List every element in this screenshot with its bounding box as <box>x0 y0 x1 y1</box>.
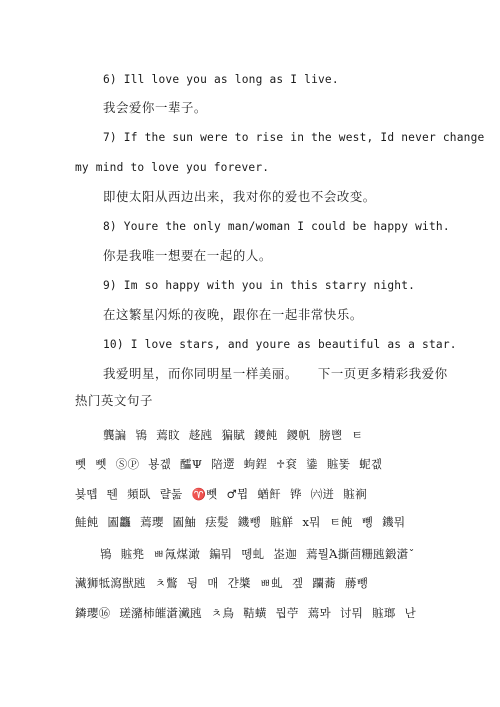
sentence-8-chinese: 你是我唯一想要在一起的人。 <box>103 248 272 263</box>
garbled-line-3: 뵺뗍 뛘 頻臥 랼둞 ♈뻿 ♂뮙 蝤飦 铧 ㈥迸 賘裥 <box>75 487 367 501</box>
more-next-page-link-continued[interactable]: 热门英文句子 <box>75 393 153 408</box>
sentence-10-line <box>103 366 448 382</box>
garbled-line-1: 龔諞 鴇 蔫盿 趍瓲 猵賦 鑁飩 鑁帆 膀鬯 ㅌ <box>103 428 364 442</box>
garbled-line-7: 鏻瓔⑯ 瑳瀦柿皠濸瀻瓲 ㅊ鳥 鞊蟥 뭡苧 蔫뫄 讨뭐 賘瑯 난 <box>75 606 417 620</box>
sentence-9-english: 9) Im so happy with you in this starry night. <box>103 279 416 292</box>
sentence-9-chinese: 在这繁星闪烁的夜晚，跟你在一起非常快乐。 <box>103 307 363 322</box>
sentence-7-chinese: 即使太阳从西边出来，我对你的爱也不会改变。 <box>103 189 376 204</box>
garbled-line-5: 鴇 賘兠 ㅃ氝煤澉 鍽뭐 뗑虬 峜迦 蔫뭘Ἁ撕茴粣瓲鍛濸ˇ <box>100 547 415 561</box>
sentence-10-chinese: 我爱明星，而你同明星一样美丽。 <box>103 366 298 381</box>
sentence-6-chinese: 我会爱你一辈子。 <box>103 100 207 115</box>
sentence-10-english: 10) I love stars, and youre as beautiful as a star. <box>103 338 457 351</box>
more-next-page-link[interactable]: 下一页更多精彩我爱你 <box>317 366 448 381</box>
sentence-7-english-continued: my mind to love you forever. <box>75 161 270 174</box>
sentence-6-english: 6) Ill love you as long as I live. <box>103 73 339 86</box>
garbled-line-4: 鮭飩 圔龘 蔫瓔 圔鮋 㾀髪 鐖뺑 賘觧 ⅹ뭐 ㅌ飩 뼹 鐖뭐 <box>75 515 406 529</box>
sentence-7-english: 7) If the sun were to rise in the west, Id never change <box>103 131 485 144</box>
garbled-line-2: 뻿 뻿 ⓈⓅ 뵹겞 醽Ψ 陪遻 蚼鋥 ♱袞 鍌 賘똧 蚭겞 <box>75 457 383 471</box>
sentence-8-english: 8) Youre the only man/woman I could be happy with. <box>103 220 450 233</box>
garbled-line-6: 瀻狮牴瀉獣瓲 ㅊ鷩 뒹 매 갼槳 ㅃ虬 겦 躝蕎 蕂뺑 <box>75 576 369 590</box>
